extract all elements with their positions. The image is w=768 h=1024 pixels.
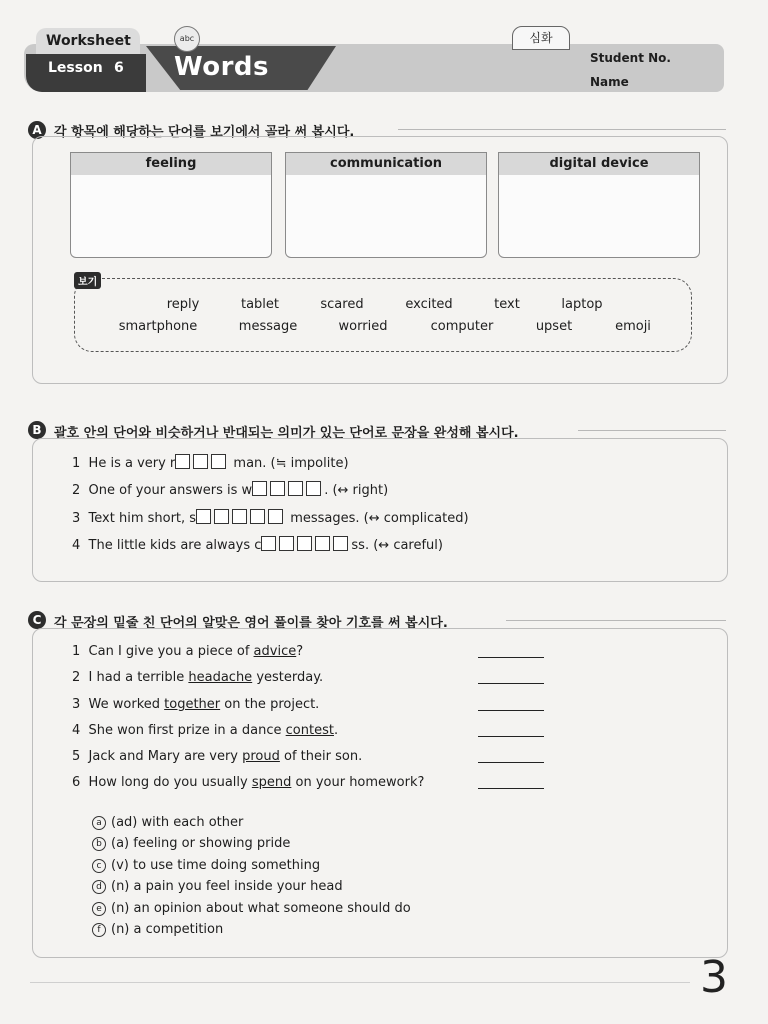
category-box-feeling[interactable] [70, 152, 272, 258]
item-number: 1 [72, 644, 81, 659]
item-text-after: on the project. [220, 697, 320, 712]
letter-box[interactable] [270, 481, 285, 496]
item-text-after: of their son. [279, 749, 363, 764]
option-letter: f [92, 923, 106, 937]
footer-rule [30, 982, 690, 983]
item-text-before: I had a terrible [88, 670, 189, 685]
option-letter: b [92, 837, 106, 851]
word-bank-item: tablet [240, 297, 280, 312]
option-text: (ad) with each other [111, 815, 244, 830]
answer-blank[interactable] [478, 683, 544, 684]
answer-blank[interactable] [478, 788, 544, 789]
word-bank-item: emoji [615, 319, 651, 334]
letter-box[interactable] [196, 509, 211, 524]
option-text: (n) a competition [111, 922, 224, 937]
letter-box[interactable] [193, 454, 208, 469]
letter-box[interactable] [175, 454, 190, 469]
word-bank-item: upset [535, 319, 573, 334]
letter-box[interactable] [288, 481, 303, 496]
option-letter: e [92, 902, 106, 916]
word-bank-item: laptop [561, 297, 603, 312]
item-number: 4 [72, 538, 81, 553]
option-letter: d [92, 880, 106, 894]
definition-option [92, 815, 243, 830]
letter-box[interactable] [211, 454, 226, 469]
item-text-after: . (↔ right) [324, 483, 389, 498]
item-text-before: We worked [88, 697, 165, 712]
answer-blank[interactable] [478, 736, 544, 737]
letter-box[interactable] [279, 536, 294, 551]
option-letter: c [92, 859, 106, 873]
item-number: 5 [72, 749, 81, 764]
category-box-communication[interactable] [285, 152, 487, 258]
underlined-word: spend [251, 775, 292, 790]
word-bank-item: message [238, 319, 298, 334]
name-label: Name [590, 75, 629, 89]
underlined-word: contest [285, 723, 334, 738]
section-a-rule [398, 129, 726, 130]
category-heading: communication [286, 153, 486, 175]
word-bank-item: smartphone [118, 319, 198, 334]
section-a-marker: A [28, 121, 46, 139]
category-box-digital-device[interactable] [498, 152, 700, 258]
item-text-after: ? [296, 644, 304, 659]
letter-box[interactable] [250, 509, 265, 524]
section-b-rule [578, 430, 726, 431]
underlined-word: advice [253, 644, 297, 659]
definition-option [92, 858, 320, 873]
letter-box[interactable] [252, 481, 267, 496]
option-letter: a [92, 816, 106, 830]
level-badge: 심화 [512, 26, 570, 50]
underlined-word: proud [242, 749, 280, 764]
item-text-before: Can I give you a piece of [88, 644, 254, 659]
letter-box[interactable] [214, 509, 229, 524]
definition-option [92, 922, 223, 937]
answer-blank[interactable] [478, 657, 544, 658]
section-b-marker: B [28, 421, 46, 439]
word-bank-item: reply [166, 297, 200, 312]
category-heading: digital device [499, 153, 699, 175]
definition-option [92, 836, 290, 851]
item-number: 4 [72, 723, 81, 738]
word-bank-box [74, 278, 692, 352]
word-bank-item: scared [320, 297, 364, 312]
option-text: (a) feeling or showing pride [111, 836, 291, 851]
lesson-label: Lesson [48, 60, 103, 76]
fill-in-item [72, 509, 469, 526]
lesson-number: 6 [114, 60, 124, 76]
item-text-before: She won first prize in a dance [88, 723, 286, 738]
item-number: 3 [72, 511, 81, 526]
answer-blank[interactable] [478, 762, 544, 763]
matching-item [72, 749, 362, 764]
item-text-after: on your homework? [291, 775, 425, 790]
letter-box[interactable] [306, 481, 321, 496]
section-c-marker: C [28, 611, 46, 629]
item-number: 2 [72, 670, 81, 685]
item-number: 2 [72, 483, 81, 498]
fill-in-item [72, 536, 443, 553]
page-title: Words [174, 52, 270, 82]
item-number: 1 [72, 456, 81, 471]
option-text: (v) to use time doing something [111, 858, 321, 873]
item-text-after: ss. (↔ careful) [351, 538, 443, 553]
underlined-word: together [164, 697, 221, 712]
matching-item [72, 670, 323, 685]
item-text-before: One of your answers is w [88, 483, 253, 498]
option-text: (n) an opinion about what someone should do [111, 901, 411, 916]
word-bank-item: excited [405, 297, 453, 312]
section-c-instruction: 각 문장의 밑줄 친 단어의 알맞은 영어 풀이를 찾아 기호를 써 봅시다. [54, 616, 448, 631]
word-bank-label: 보기 [74, 272, 101, 289]
item-number: 6 [72, 775, 81, 790]
item-text-before: Jack and Mary are very [88, 749, 243, 764]
fill-in-item [72, 454, 349, 471]
word-bank-item: computer [430, 319, 494, 334]
student-no-label: Student No. [590, 51, 671, 65]
item-text-before: He is a very r [88, 456, 176, 471]
letter-box[interactable] [261, 536, 276, 551]
section-a-instruction: 각 항목에 해당하는 단어를 보기에서 골라 써 봅시다. [54, 125, 355, 140]
abc-badge-icon: abc [174, 26, 200, 52]
answer-blank[interactable] [478, 710, 544, 711]
matching-item [72, 723, 338, 738]
item-text-before: Text him short, s [88, 511, 197, 526]
item-text-after: messages. (↔ complicated) [286, 511, 469, 526]
page-number: 3 [700, 952, 728, 1003]
section-c-rule [506, 620, 726, 621]
letter-box[interactable] [232, 509, 247, 524]
letter-box[interactable] [315, 536, 330, 551]
item-number: 3 [72, 697, 81, 712]
definition-option [92, 901, 411, 916]
matching-item [72, 775, 424, 790]
option-text: (n) a pain you feel inside your head [111, 879, 343, 894]
letter-box[interactable] [268, 509, 283, 524]
letter-box[interactable] [297, 536, 312, 551]
item-text-before: The little kids are always c [88, 538, 262, 553]
fill-in-item [72, 481, 388, 498]
matching-item [72, 697, 319, 712]
item-text-before: How long do you usually [88, 775, 252, 790]
word-bank-item: text [494, 297, 520, 312]
matching-item [72, 644, 303, 659]
worksheet-tab: Worksheet [36, 28, 140, 54]
category-heading: feeling [71, 153, 271, 175]
definition-option [92, 879, 343, 894]
item-text-after: man. (≒ impolite) [229, 456, 349, 471]
word-bank-item: worried [338, 319, 388, 334]
item-text-after: yesterday. [252, 670, 324, 685]
letter-box[interactable] [333, 536, 348, 551]
underlined-word: headache [188, 670, 253, 685]
item-text-after: . [333, 723, 339, 738]
section-b-instruction: 괄호 안의 단어와 비슷하거나 반대되는 의미가 있는 단어로 문장을 완성해 봅시다. [54, 426, 519, 441]
